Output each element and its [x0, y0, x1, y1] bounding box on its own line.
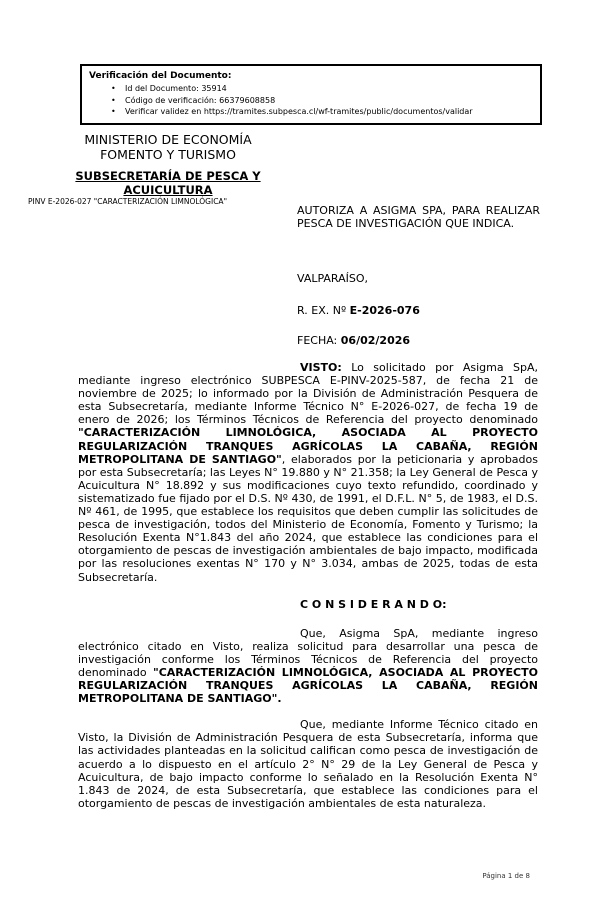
- date-line: [297, 334, 410, 347]
- ministry-name: [28, 132, 308, 162]
- page-number: Página 1 de 8: [482, 872, 530, 880]
- considerando-paragraph-2: Que, mediante Informe Técnico citado en Visto, la División de Administración Pesquera de esta Subsecretaría, informa que las actividades planteadas en la solicitud califican como pesca de investigación de acuerdo a lo dispuesto en el artículo 2° N° 29 de la Ley General de Pesca y Acuicultura, de bajo impacto conforme lo señalado en la Resolución Exenta N° 1.843 de 2024, de esta Subsecretaría, que establece las condiciones para el otorgamiento de pescas de investigación ambientales de esta naturaleza.: [78, 718, 538, 810]
- subsecretaria-line-2: ACUICULTURA: [123, 183, 213, 197]
- resolution-number: E-2026-076: [349, 304, 420, 317]
- resolution-body: [78, 361, 538, 810]
- subsecretaria-line-1: SUBSECRETARÍA DE PESCA Y: [75, 169, 261, 183]
- visto-paragraph: VISTO: Lo solicitado por Asigma SpA, mediante ingreso electrónico SUBPESCA E-PINV-2025-587, de fecha 21 de noviembre de 2025; lo informado por la División de Administración Pesquera de esta Subsecretaría, mediante Informe Técnico N° E-2026-027, de fecha 19 de enero de 2026; los Términos Técnicos de Referencia del proyecto denominado "CARACTERIZACIÓN LIMNOLÓGICA, ASOCIADA AL PROYECTO REGULARIZACIÓN TRANQUES AGRÍCOLAS LA CABAÑA, REGIÓN METROPOLITANA DE SANTIAGO", elaborados por la peticionaria y aprobados por esta Subsecretaría; las Leyes N° 19.880 y N° 21.358; la Ley General de Pesca y Acuicultura N° 18.892 y sus modificaciones cuyo texto refundido, coordinado y sistematizado fue fijado por el D.S. Nº 430, de 1991, el D.F.L. N° 5, de 1983, el D.S. Nº 461, de 1995, que establece los requisitos que deben cumplir las solicitudes de pesca de investigación, todos del Ministerio de Economía, Fomento y Turismo; la Resolución Exenta N°1.843 del año 2024, que establece las condiciones para el otorgamiento de pescas de investigación ambientales de bajo impacto, modificada por las resoluciones exentas N° 170 y N° 3.034, ambas de 2025, todas de esta Subsecretaría.: [78, 361, 538, 584]
- subsecretaria-name: [28, 169, 308, 197]
- date-value: 06/02/2026: [340, 334, 411, 347]
- considerando-heading: C O N S I D E R A N D O:: [300, 597, 447, 611]
- verification-item-document-id: • Id del Documento: 35914: [89, 83, 534, 95]
- subject-summary: AUTORIZA A ASIGMA SPA, PARA REALIZAR PESCA DE INVESTIGACIÓN QUE INDICA.: [297, 204, 540, 230]
- verification-list: [89, 83, 534, 118]
- resolution-number-line: [297, 304, 420, 317]
- verification-title: Verificación del Documento:: [89, 71, 232, 81]
- verification-item-code: • Código de verificación: 66379608858: [89, 95, 534, 107]
- date-label: FECHA:: [297, 334, 341, 347]
- resolution-label: R. EX. Nº: [297, 304, 350, 317]
- letterhead: [28, 132, 308, 197]
- project-reference: PINV E-2026-027 "CARACTERIZACIÓN LIMNOLÓGICA": [28, 197, 228, 206]
- considerando-paragraph-1: Que, Asigma SpA, mediante ingreso electrónico citado en Visto, realiza solicitud para desarrollar una pesca de investigación conforme los Términos Técnicos de Referencia del proyecto denominado "CARACTERIZACIÓN LIMNOLÓGICA, ASOCIADA AL PROYECTO REGULARIZACIÓN TRANQUES AGRÍCOLAS LA CABAÑA, REGIÓN METROPOLITANA DE SANTIAGO".: [78, 626, 538, 706]
- verification-box: [80, 64, 542, 125]
- verification-item-url: • Verificar validez en https://tramites.subpesca.cl/wf-tramites/public/documentos/validar: [89, 106, 534, 118]
- city-line: VALPARAÍSO,: [297, 272, 369, 285]
- ministry-line-1: MINISTERIO DE ECONOMÍA: [84, 132, 252, 147]
- ministry-line-2: FOMENTO Y TURISMO: [100, 147, 236, 162]
